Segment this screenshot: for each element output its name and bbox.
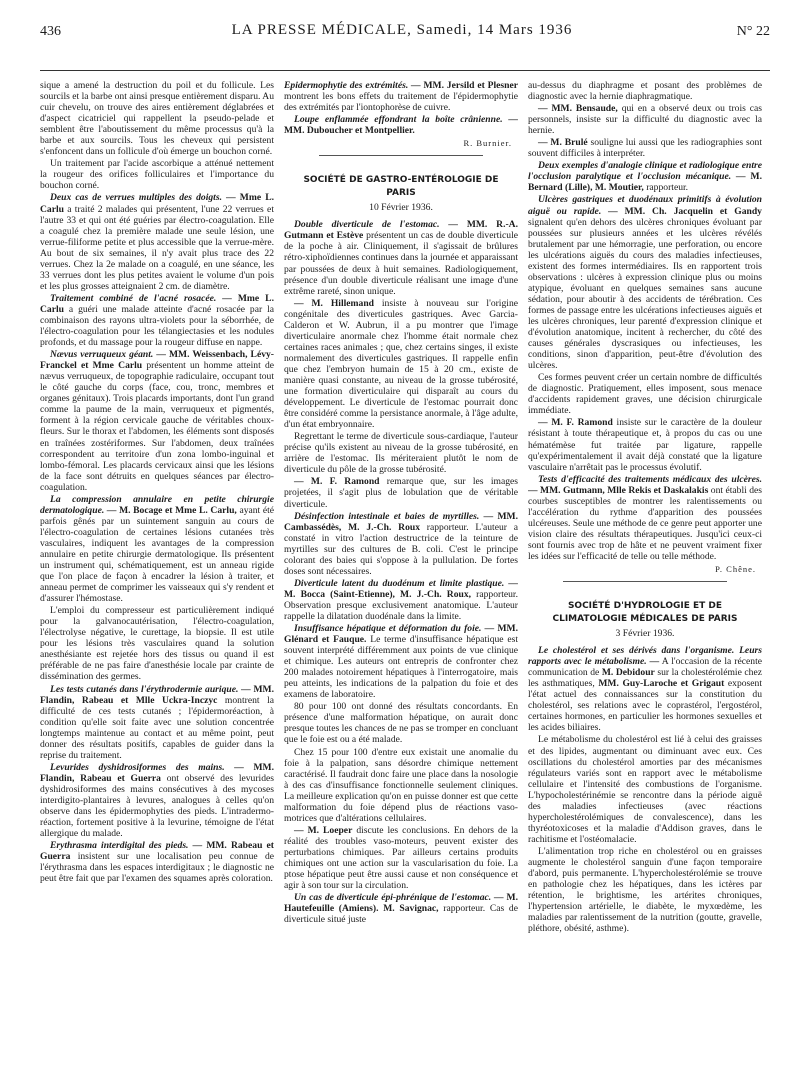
- society-heading: SOCIÉTÉ D'HYDROLOGIE ET DE CLIMATOLOGIE MÉDICALES DE PARIS: [552, 601, 738, 625]
- paragraph: Regrettant le terme de diverticule sous-cardiaque, l'auteur précise qu'ils existent au niveau de la grosse tubérosité, en arrière de l'estomac. Ils mériteraient plutôt le nom de diverticule du pôle de la grosse tubérosité.: [284, 431, 518, 476]
- paragraph: au-dessus du diaphragme et posant des problèmes de diagnostic avec la hernie diaphragmatique.: [528, 80, 762, 103]
- article-text: a guéri une malade atteinte d'acné rosacée par la combinaison des rayons ultra-violets pour la séborrhée, de l'électro-coagulation pour les télangiectasies et les nodules profonds, et du massage pour la rougeur diffuse en nappe.: [40, 303, 274, 349]
- article: [284, 80, 518, 113]
- society-date: 3 Février 1936.: [615, 628, 675, 640]
- discussant: — M. Brulé: [538, 137, 588, 149]
- article-authors: Mme L. Carlu: [40, 292, 274, 315]
- article-authors: MM. Duboucher et Montpellier.: [284, 125, 415, 137]
- discussion: [284, 298, 518, 431]
- article-text: présentent un cas de double diverticule de la poche à air. Cliniquement, il s'agissait de brûlures rétro-xiphoïdiennes continues dans la journée et apparaissant par poussées de deux à huit semaines. Radiologiquement, présence d'un double diverticule réalisant une image d'une extrême rareté, sinon unique.: [284, 230, 518, 297]
- article-text: rapporteur.: [646, 182, 689, 194]
- article-authors: M. Bernard (Lille), M. Moutier,: [528, 171, 762, 194]
- article-title: Désinfection intestinale et baies de myrtilles. —: [294, 510, 494, 522]
- discussion: [284, 476, 518, 509]
- article: [528, 194, 762, 371]
- article-authors: MM. Rabeau et Guerra: [40, 840, 274, 863]
- article-title: Le cholestérol et ses dérivés dans l'organisme. Leurs rapports avec le métabolisme. —: [528, 645, 762, 668]
- article: [40, 840, 274, 884]
- article: [40, 762, 274, 839]
- article-title: Loupe enflammée effondrant la boîte crânienne. —: [294, 114, 518, 126]
- article: [284, 623, 518, 700]
- discussion-text: insiste sur le caractère de la douleur résistant à toute thérapeutique et, à propos du cas ou une hématémèse fut traitée par ligature, rappelle qu'expérimentalement il avait déjà constaté que la ligature vasculaire n'arrêtait pas le processus évolutif.: [528, 417, 762, 473]
- article-authors: M. Bocca (Saint-Etienne), M. J.-Ch. Roux,: [284, 588, 472, 600]
- discussant: — M. Hillemand: [294, 297, 374, 309]
- article-title: Erythrasma interdigital des pieds. —: [50, 840, 203, 852]
- article-text: montrent les bons effets du traitement de l'épidermophytie des extrémités par l'iontophorèse de cuivre.: [284, 91, 518, 114]
- section-divider: [563, 581, 727, 582]
- society-date: 10 Février 1936.: [369, 202, 433, 214]
- article-title: Un cas de diverticule épi-phrénique de l'estomac. —: [294, 892, 504, 904]
- article-title: Tests d'efficacité des traitements médicaux des ulcères. —: [528, 473, 762, 496]
- discussion-text: qui en a observé deux ou trois cas personnels, insiste sur la difficulté du diagnostic avec la hernie.: [528, 103, 762, 137]
- article-text: ayant été parfois gênés par un suintement sanguin au cours de l'électro-coagulation de certaines lésions cutanées très vasculaires, indiquent les avantages de la compression annulaire en petite chirurgie dermatologique. Ils présentent un instrument qui, schématiquement, est un anneau rigide que l'on place de façon à encadrer la lésion à traiter, et anneau permet de comprimer les vaisseaux qui s'y rendent et d'assurer l'hémostase.: [40, 504, 274, 605]
- article: [284, 114, 518, 136]
- article-authors: M. Bocage et Mme L. Carlu,: [119, 504, 237, 516]
- article-title: Deux exemples d'analogie clinique et radiologique entre l'occlusion paralytique et l'occlusion mécanique. —: [528, 160, 762, 183]
- column-3: [528, 80, 762, 1075]
- article-text: insistent sur une localisation peu connue de l'érythrasma dans les espaces interdigitaux ; le diagnostic ne peut être fait que par l'examen des squames après coloration.: [40, 851, 274, 885]
- article: [284, 892, 518, 925]
- article-title: Deux cas de verrues multiples des doigts. —: [50, 192, 236, 204]
- discussion: [284, 825, 518, 891]
- article-title: Ulcères gastriques et duodénaux primitifs à évolution aiguë ou rapide. —: [528, 194, 762, 217]
- article-authors: MM. R.-A. Gutmann et Estève: [284, 219, 518, 242]
- article-title: Double diverticule de l'estomac. —: [294, 219, 458, 231]
- article-title: Diverticule latent du duodénum et limite plastique. —: [294, 577, 518, 589]
- article: [40, 494, 274, 604]
- paragraph: Un traitement par l'acide ascorbique a atténué nettement la rougeur des orifices folliculaires et l'importance du bouchon corné.: [40, 158, 274, 192]
- article-text: montrent la difficulté de ces tests cutanés ; l'épidermoréaction, à condition qu'elle soit faite avec une solution concentrée longtemps maintenue au contact et au même point, peut donner des résultats positifs, capables de guider dans la reprise du traitement.: [40, 694, 274, 761]
- article-text: rapporteur. L'auteur a constaté in vitro l'action destructrice de la teinture de myrtilles sur des cultures de B. coli. C'est le principe colorant des baies qui s'oppose à la pullulation. De fortes doses sont nécessaires.: [284, 521, 518, 577]
- article-title: Traitement combiné de l'acné rosacée. —: [50, 292, 232, 304]
- article-text: sur la cholestérolémie chez les asthmatiques,: [528, 667, 762, 690]
- article-text: A l'occasion de la récente communication de: [528, 656, 762, 679]
- discussion-text: souligne lui aussi que les radiographies sont souvent difficiles à interpréter.: [528, 137, 762, 160]
- article-title: Levurides dyshidrosiformes des mains. —: [50, 761, 244, 773]
- signature: P. Chêne.: [715, 564, 756, 575]
- article: [40, 192, 274, 291]
- article: [284, 578, 518, 622]
- discussion-text: remarque que, sur les images projetées, il s'agit plus de lobulation que de véritable diverticule.: [284, 476, 518, 510]
- discussion: [528, 137, 762, 159]
- article: [40, 293, 274, 348]
- article-title: Insuffisance hépatique et déformation du foie. —: [294, 623, 495, 635]
- article-authors: MM. Jersild et Plesner: [423, 80, 518, 91]
- discussant: — M. F. Ramond: [538, 417, 613, 429]
- discussion-text: insiste à nouveau sur l'origine congénitale des diverticules gastriques. Avec Garcia-Calderon et W. Aubrun, il a pu montrer que l'image diverticulaire anormale chez l'homme était normale chez certaines races animales ; que, chez certains singes, il existe normalement des diverticules gastriques. Il rappelle enfin que chez l'embryon humain de 15 à 20 cm., existe de manière quasi constante, au niveau de la grosse tubérosité, une formation diverticulaire qui disparaît au cours du développement. Le diverticule de l'estomac pourrait donc être considéré comme la persistance anormale, à l'âge adulte, d'un état embryonnaire.: [284, 297, 518, 431]
- article-text: Le terme d'insuffisance hépatique est souvent interprété différemment aux points de vue clinique et chimique. Les auteurs ont entrepris de confronter chez 200 malades notoirement hépatiques à l'interrogatoire, mais peu atteints, les indications de la palpation du foie et des examens de laboratoire.: [284, 634, 518, 701]
- article-authors: MM. Glénard et Fauque.: [284, 623, 518, 646]
- article-authors: MM. Flandin, Rabeau et Guerra: [40, 761, 274, 784]
- header-rule: [40, 70, 770, 71]
- article: [40, 349, 274, 493]
- discussant: — M. Loeper: [294, 824, 353, 836]
- article: [528, 645, 762, 733]
- article-text: rapporteur. Observation presque exclusivement anatomique. L'auteur rappelle la dilatation duodénale dans la limite.: [284, 588, 518, 622]
- paragraph: L'alimentation trop riche en cholestérol ou en graisses augmente le cholestérol sanguin d'une façon temporaire d'abord, puis permanente. L'hypercholestérolémie se trouve en pathologie chez les hépatiques, dans les ictères par rétention, le brightisme, les artérites chroniques, l'hypertension artérielle, le diabète, le myxœdème, les maladies par ralentissement de la nutrition (goutte, gravelle, pléthore, obésité, asthme).: [528, 845, 762, 935]
- article-text: exposent l'état actuel des connaissances sur la constitution du cholestérol, ses relations avec le coprastérol, l'ergostérol, certaines hormones, en particulier les hormones sexuelles et les acides biliaires.: [528, 678, 762, 734]
- article-title: Epidermophytie des extrémités. —: [284, 80, 421, 91]
- section-divider: [319, 155, 483, 156]
- paragraph: Chez 15 pour 100 d'entre eux existait une anomalie du foie à la palpation, sans désordre chimique nettement caractérisé. Il faudrait donc faire une place dans la nosologie à des cas d'insuffisance fonctionnelle seulement cliniques. La meilleure explication qu'on en puisse donner est que cette malformation du foie dépend plus de réactions vaso-motrices que d'altérations cellulaires.: [284, 746, 518, 824]
- article-text: ont établi des courbes susceptibles de montrer les ralentissements ou l'accélération du rythme d'apparition des poussées ulcéreuses. Seule une méthode de ce genre peut apporter une vision claire des résultats thérapeutiques. Jusqu'ici ceux-ci sont fournis avec trop de hâte et ne peuvent vraiment fixer les idées sur l'efficacité de telle ou telle méthode.: [528, 484, 762, 562]
- discussant: — MM. Bensaude,: [538, 103, 618, 115]
- discussion: [528, 103, 762, 136]
- article-authors: MM. Weissenbach, Lévy-Franckel et Mme Carlu: [40, 349, 274, 372]
- article-text: signalent qu'en dehors des ulcères chroniques évoluant par poussées sur plusieurs années et les ulcères révélés brutalement par une hémorragie, une perforation, ou encore les ulcérations aiguës du cours des maladies infectieuses, existent des formes intermédiaires. Ils en rapportent trois observations : ulcères à expression clinique plus ou moins atypique, évoluant en quelques semaines sans aucune sédation, pour aboutir à des accidents de térébration. Ces formes de passage entre les ulcérations infectieuses aiguës et les ulcères chroniques, leur parenté d'expression clinique et d'évolution anatomique, incitent à rechercher, du côté des causes générales dyscrasiques ou infectieuses, les conditions, sinon d'apparition, peut-être d'évolution des ulcères.: [528, 216, 762, 372]
- article-authors: MM. Gutmann, Mlle Rekis et Daskalakis: [540, 484, 709, 496]
- article-title: La compression annulaire en petite chirurgie dermatologique. —: [40, 493, 274, 516]
- article-authors: M. Debidour: [601, 667, 655, 679]
- article-authors: Mme L. Carlu: [40, 192, 274, 215]
- article-authors: MM. Guy-Laroche et Grigaut: [598, 678, 725, 690]
- society-heading: SOCIÉTÉ DE GASTRO-ENTÉROLOGIE DE PARIS: [303, 175, 499, 199]
- article-title: Nævus verruqueux géant. —: [50, 349, 166, 361]
- journal-title: LA PRESSE MÉDICALE, Samedi, 14 Mars 1936: [231, 22, 573, 38]
- article: [284, 511, 518, 577]
- paragraph: 80 pour 100 ont donné des résultats concordants. En présence d'une malformation hépatique, on aurait donc presque toutes les chances de ne pas se tromper en concluant que le foie est ou a été malade.: [284, 701, 518, 746]
- page-header: [26, 18, 778, 44]
- article-authors: MM. Ch. Jacquelin et Gandy: [624, 205, 762, 217]
- article-text: rapporteur. Cas de diverticule situé juste: [284, 903, 518, 926]
- article: [528, 160, 762, 193]
- paragraph: sique a amené la destruction du poil et du follicule. Les sourcils et la barbe ont ainsi presque entièrement disparu. Au cuir chevelu, on trouve des aires entièrement déglabrées et d'aspect cicatriciel qui rappellent la pseudo-pelade et semblent être l'aboutissement du même processus qu'à la barbe et aux sourcils. Tous les cheveux qui persistent s'enfoncent dans un follicule d'où émerge un bouchon corné.: [40, 80, 274, 158]
- article-authors: M. Hautefeuille (Amiens). M. Savignac,: [284, 892, 518, 915]
- article: [528, 474, 762, 562]
- article-authors: MM. Cambassédès, M. J.-Ch. Roux: [284, 510, 518, 533]
- discussion: [528, 417, 762, 472]
- paragraph: L'emploi du compresseur est particulièrement indiqué pour la galvanocautérisation, l'électro-coagulation, l'électrolyse négative, le curettage, la biopsie. Il est utile pour les lésions très vasculaires quand la solution anesthésiante est rejetée hors des tissus ou quand il est préférable de ne pas faire d'anesthésie locale par crainte de dissémination des germes.: [40, 605, 274, 683]
- discussion-text: discute les conclusions. En dehors de la réalité des troubles vaso-moteurs, peuvent exister des perturbations chimiques. Par ailleurs certains produits chimiques ont une action sur la vascularisation du foie. La ptose hépatique peut être aussi cause et non conséquence et agir à son tour sur la circulation.: [284, 824, 518, 892]
- article: [284, 219, 518, 296]
- paragraph: Le métabolisme du cholestérol est lié à celui des graisses et des lipides, augmentant ou diminuant avec eux. Ces oscillations du cholestérol amorties par des mécanismes régulateurs variés sont en rapport avec le métabolisme cellulaire et l'intensité des combustions de l'organisme. L'hypocholestérinémie se rencontre dans la période aiguë des maladies infectieuses (avec réactions hypercholestérolémiques de convalescence), dans les thyréotoxicoses et la maladie d'Addison graves, dans le rachitisme et l'ostéomalacie.: [528, 734, 762, 845]
- paragraph: Ces formes peuvent créer un certain nombre de difficultés de diagnostic. Pratiquement, elles imposent, sous menace d'accidents rapidement graves, une décision chirurgicale immédiate.: [528, 372, 762, 417]
- page-number: 436: [40, 24, 61, 39]
- discussant: — M. F. Ramond: [294, 476, 380, 488]
- column-2: [284, 80, 518, 1075]
- column-1: [40, 80, 274, 1075]
- article-authors: MM. Flandin, Rabeau et Mlle Uckra-Inczyc: [40, 683, 274, 706]
- article-title: Les tests cutanés dans l'érythrodermie aurique. —: [50, 683, 251, 695]
- article: [40, 684, 274, 761]
- signature: R. Burnier.: [463, 138, 512, 149]
- issue-number: N° 22: [736, 24, 770, 39]
- article-text: ont observé des levurides dyshidrosiformes des mains consécutives à des mycoses interdigito-plantaires à levures, analogues à celles qu'on observe dans les épidermophyties des pieds. L'intradermo-réaction, fortement positive à la levurine, témoigne de l'état allergique du malade.: [40, 772, 274, 840]
- article-text: a traité 2 malades qui présentent, l'une 22 verrues et l'autre 33 et qui ont été guéries par électro-coagulation. Elle a coagulé chez la première malade une seule lésion, une verrue-filiforme petite et plus accessible que la verrue-mère. Au bout de six semaines, il n'y avait plus trace des 22 verrues. Chez la 2e malade on a coagulé, en une séance, les 33 verrues dont les plus petites avaient le volume d'un pois et les plus grosses atteignaient 2 cm. de diamètre.: [40, 203, 274, 292]
- article-text: présentent un homme atteint de nævus verruqueux, de topographie radiculaire, occupant tout le côté gauche du corps (face, cou, tronc, membres et organes génitaux). Trois placards importants, dont l'un grand comme la paume de la main, verruqueux et pigmentés, forment à la région cervicale gauche de véritables choux-fleurs. Sur le thorax et l'abdomen, les éléments sont disposés en traînées zostériformes. Sur l'abdomen, deux traînées correspondent au territoire d'un zona lombo-inguinal et lombo-fémoral. Les placards cervicaux ainsi que les lésions de la face sont détruits en quelques séances par électro-coagulation.: [40, 360, 274, 493]
